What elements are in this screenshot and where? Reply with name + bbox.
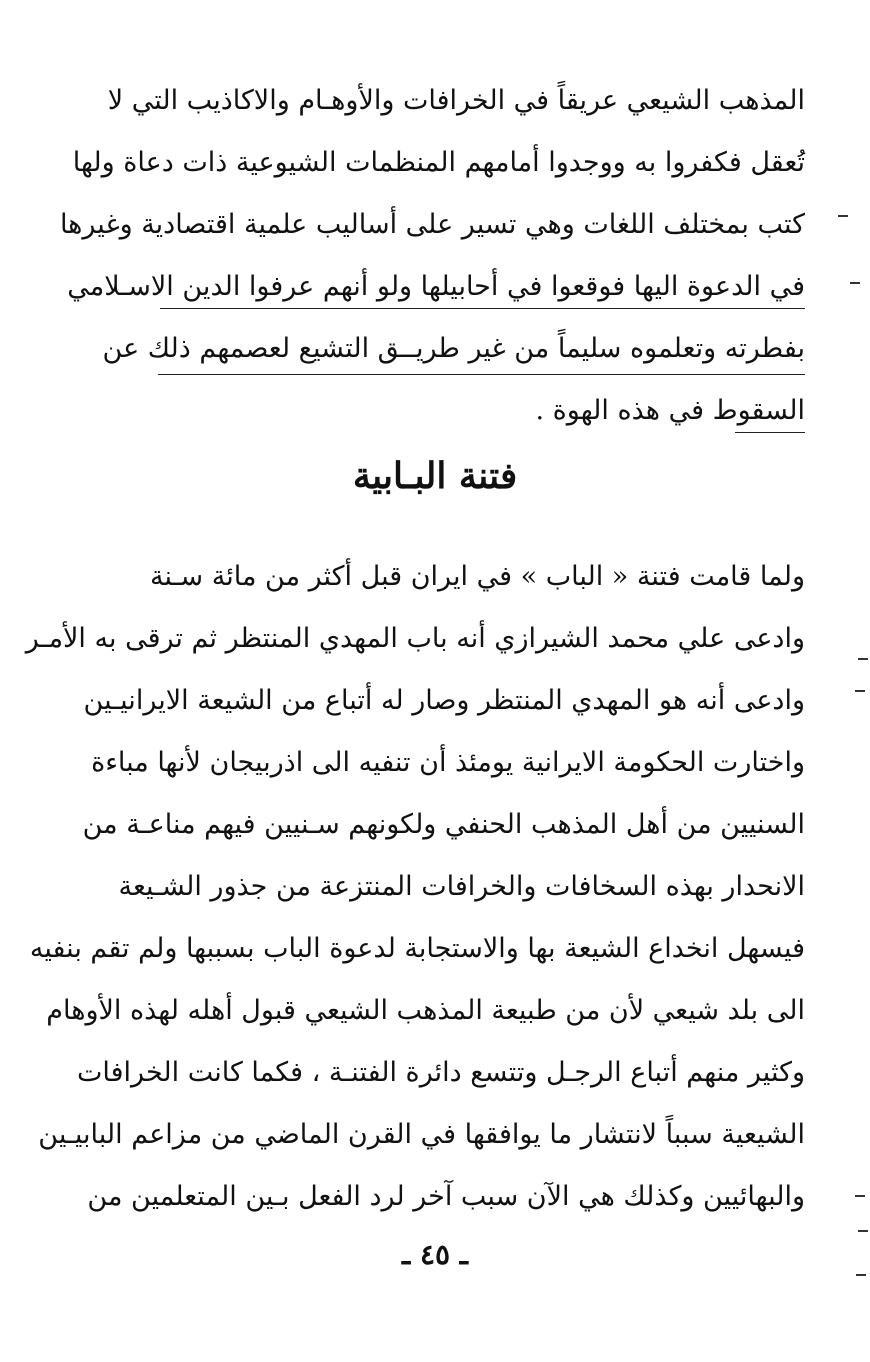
text-line: والبهائيين وكذلك هي الآن سبب آخر لرد الفعل بـين المتعلمين من [87,1181,805,1212]
text-line: ولما قامت فتنة « الباب » في ايران قبل أكثر من مائة سـنة [150,561,805,592]
margin-speck [856,1274,866,1276]
text-line: فيسهل انخداع الشيعة بها والاستجابة لدعوة الباب بسببها ولم تقم بنفيه [29,933,805,964]
text-line: الى بلد شيعي لأن من طبيعة المذهب الشيعي قبول أهله لهذه الأوهام [46,995,805,1026]
margin-speck [838,215,848,217]
text-line: وكثير منهم أتباع الرجـل وتتسع دائرة الفتنـة ، فكما كانت الخرافات [77,1057,805,1088]
margin-speck [850,282,860,284]
text-line: السنيين من أهل المذهب الحنفي ولكونهم سـنيين فيهم مناعـة من [82,809,805,840]
text-line: كتب بمختلف اللغات وهي تسير على أساليب علمية اقتصادية وغيرها [59,209,805,240]
top-paragraph [59,70,805,442]
text-line: واختارت الحكومة الايرانية يومئذ أن تنفيه الى اذربيجان لأنها مباءة [91,747,805,778]
margin-speck [855,1195,865,1197]
body-paragraph [25,546,805,1228]
margin-speck [855,690,865,692]
underline-mark [735,432,805,433]
text-line: الشيعية سبباً لانتشار ما يوافقها في القرن الماضي من مزاعم البابيـين [38,1119,805,1150]
text-line: المذهب الشيعي عريقاً في الخرافات والأوهـام والاكاذيب التي لا [107,85,805,116]
text-line: الانحدار بهذه السخافات والخرافات المنتزعة من جذور الشـيعة [118,871,805,902]
section-heading: فتنة البـابية [352,455,518,497]
underline-mark [160,308,805,309]
text-line: بفطرته وتعلموه سليماً من غير طريــق التشيع لعصمهم ذلك عن [102,333,805,364]
text-line: وادعى علي محمد الشيرازي أنه باب المهدي المنتظر ثم ترقى به الأمـر [25,623,805,654]
text-line: تُعقل فكفروا به ووجدوا أمامهم المنظمات الشيوعية ذات دعاة ولها [72,147,805,178]
text-line: وادعى أنه هو المهدي المنتظر وصار له أتباع من الشيعة الايرانيـين [83,685,805,716]
underline-mark [158,374,805,375]
margin-speck [858,1230,868,1232]
text-line: السقوط في هذه الهوة . [535,395,805,426]
text-line: في الدعوة اليها فوقعوا في أحابيلها ولو أنهم عرفوا الدين الاسـلامي [67,271,805,302]
page-number: ـ ٤٥ ـ [402,1238,468,1271]
margin-speck [858,658,868,660]
